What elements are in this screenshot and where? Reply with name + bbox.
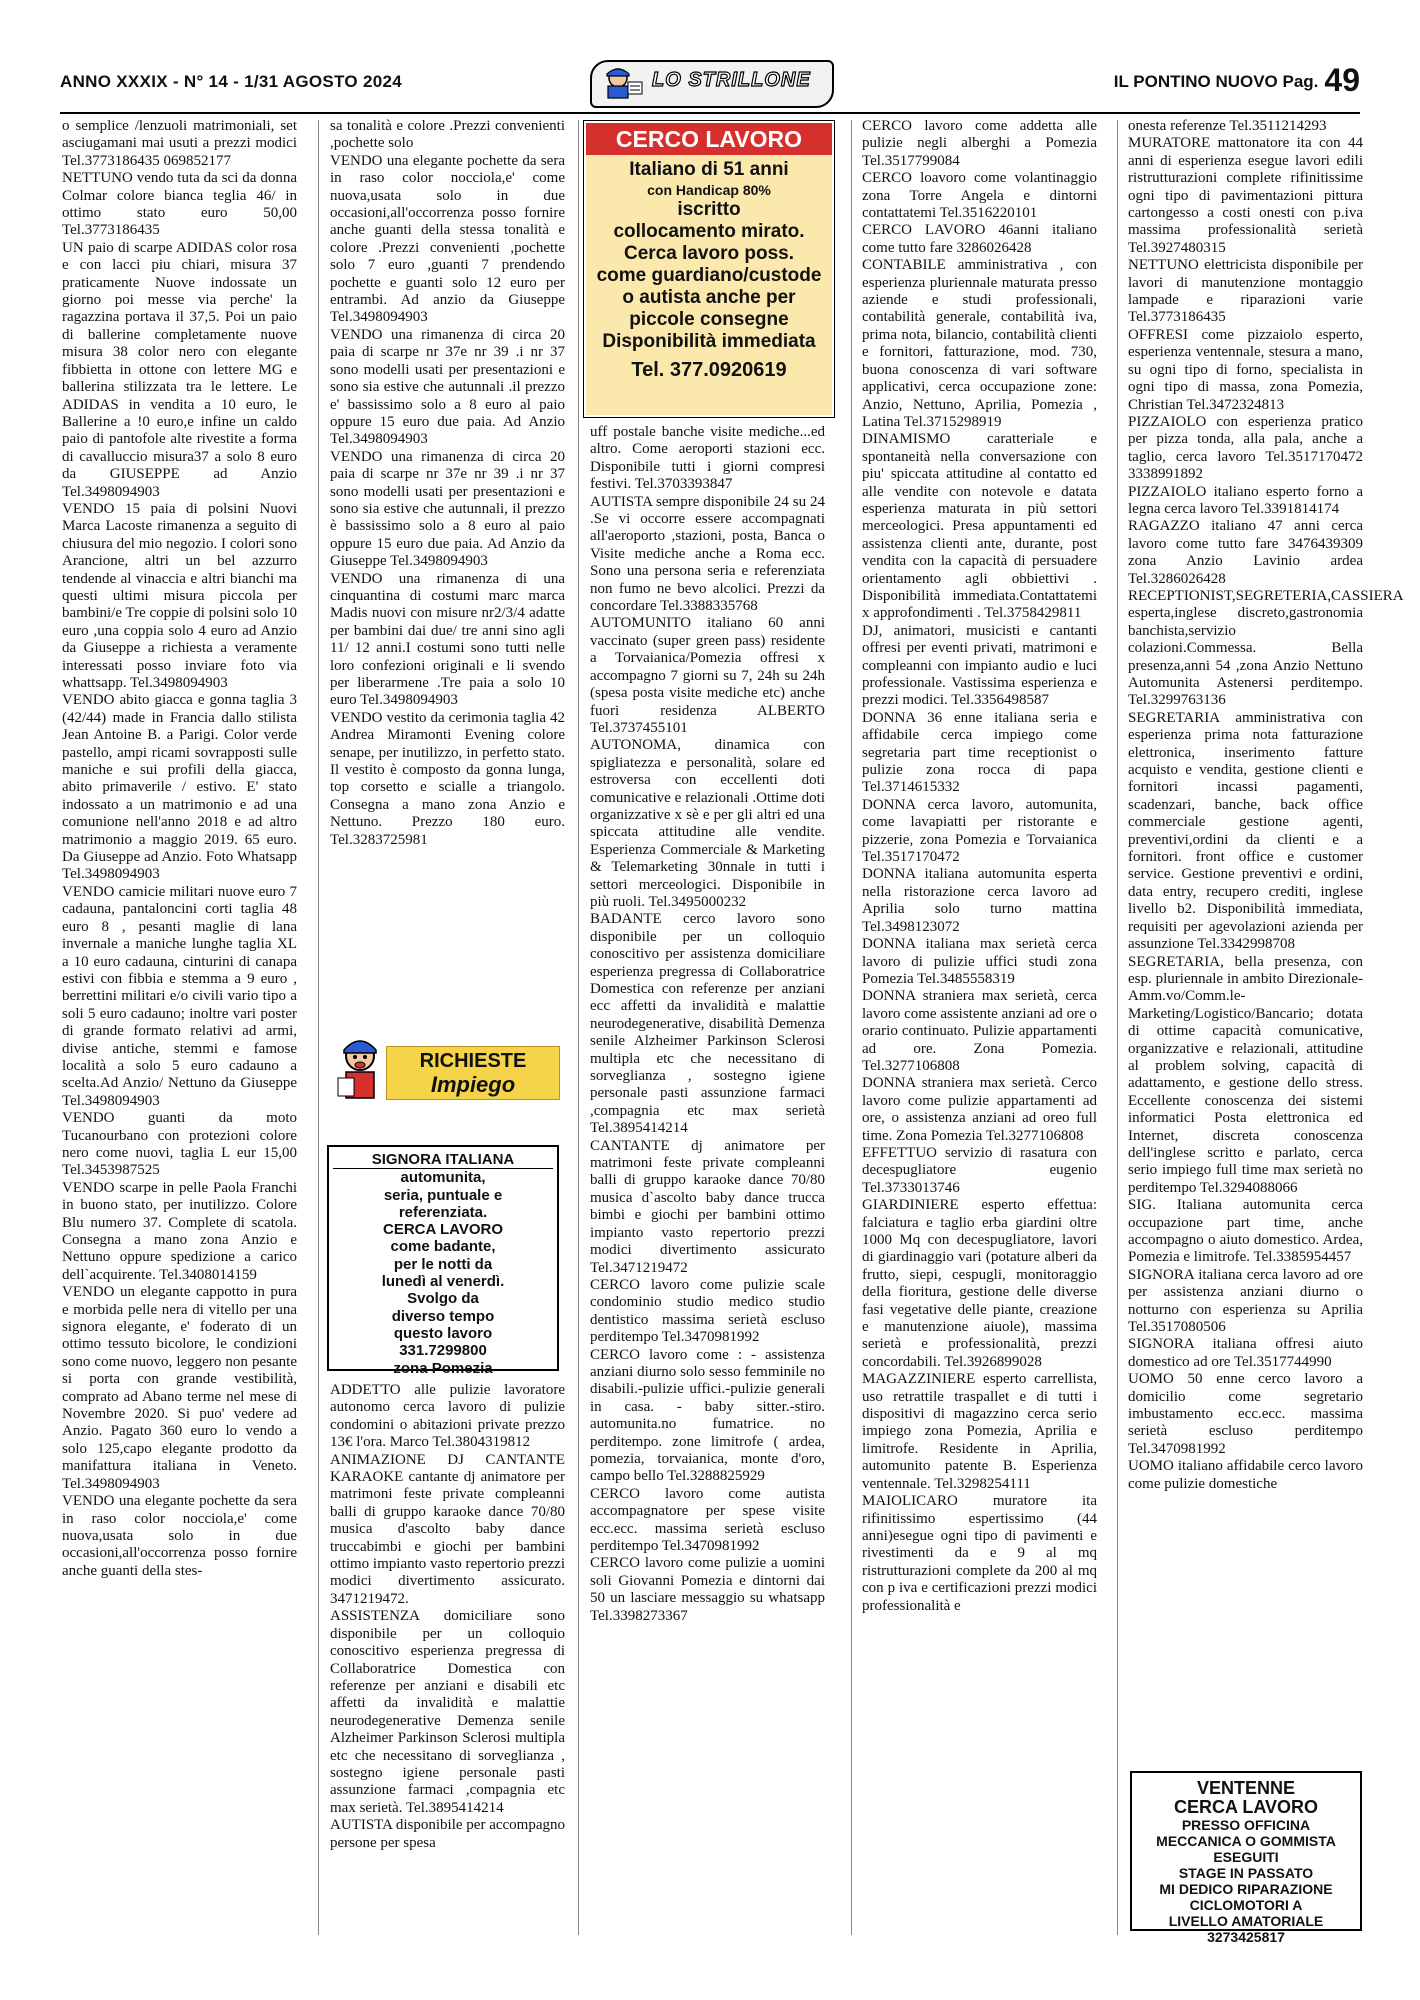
column-divider [578, 120, 579, 1935]
column-4 [862, 118, 1097, 1928]
classified-ad: PIZZAIOLO con esperienza pratico per pizza tonda, alla pala, anche a taglio, cerca lavoro Tel.3517170472 3338991892 [1128, 413, 1363, 483]
ad-box-body [333, 1168, 553, 1377]
impiego-title: Impiego [430, 1072, 516, 1097]
lo-strillone-logo [590, 60, 834, 108]
classified-ad: VENDO abito giacca e gonna taglia 3 (42/44) made in Francia dallo stilista Jean Antoine B. a Parigi. Color verde pastello, ampi ricami sovrapposti sulle maniche e sui profili della giacca, abito primaverile / estivo. E' stato indossato a un matrimonio e ad una comunione nell'anno 2018 e ad altro matrimonio a maggio 2019. 65 euro. Da Giuseppe ad Anzio. Foto Whatsapp Tel.3498094903 [62, 692, 297, 883]
classified-ad: DONNA cerca lavoro, automunita, come lavapiatti per ristorante e pizzerie, zona Pomezia e Torvaianica Tel.3517170472 [862, 796, 1097, 866]
classified-ad: VENDO 15 paia di polsini Nuovi Marca Lacoste rimanenza a seguito di chiusura del mio negozio. I colori sono Arancione, altri un bel azzurro tendende al vinaccia e altri bianchi ma questi ultimi misura piccola per bambini/e Tre coppie di polsini solo 10 euro ,una coppia solo 4 euro ad Anzio da Giuseppe a richiesta a veramente interessati posso inviare foto via whattsapp. Tel.3498094903 [62, 500, 297, 691]
paper-name [1114, 62, 1360, 99]
ad-line: come badante, [390, 1238, 496, 1256]
ad-line: lunedì al venerdì. [381, 1273, 505, 1291]
page-number: 49 [1324, 62, 1360, 98]
classified-ad: VENDO una rimanenza di circa 20 paia di scarpe nr 37e nr 39 .i nr 37 sono modelli usati per presentazioni e sono sia estive che autunnali, il prezzo è bassissimo solo a 8 euro al paio oppure 15 euro due paia. Ad Anzio da Giuseppe Tel.3498094903 [330, 448, 565, 570]
ad-line: come guardiano/custode [596, 265, 822, 286]
ad-line: questo lavoro [393, 1324, 493, 1342]
ad-line: con Handicap 80% [647, 182, 771, 198]
classified-ad: VENDO vestito da cerimonia taglia 42 Andrea Miramonti Evening colore senape, per inutilizzo, in perfetto stato. Il vestito è composto da gonna lunga, top corsetto e scialle a triangolo. Consegna a mano zona Anzio e Nettuno. Prezzo 180 euro. Tel.3283725981 [330, 709, 565, 848]
ad-line: MI DEDICO RIPARAZIONE [1159, 1881, 1333, 1897]
ad-line: o autista anche per [622, 287, 796, 308]
classified-ad: VENDO una rimanenza di circa 20 paia di scarpe nr 37e nr 39 .i nr 37 sono modelli usati per presentazioni e sono sia estive che autunnali .il prezzo e' bassissimo solo a 8 euro al paio oppure 15 euro due paia. Ad Anzio Tel.3498094903 [330, 326, 565, 448]
column-divider [851, 120, 852, 1935]
classified-ad: GIARDINIERE esperto effettua: falciatura e taglio erba giardini oltre 1000 Mq con decespugliatore, lavori di giardinaggio vari (potature alberi da frutto, siepi, cespugli, monitoraggio della fioritura, gestione delle diverse fasi vegetative delle piante, creazione e manutenzione aiuole), massima serietà e professionalità, prezzi concordabili. Tel.3926899028 [862, 1197, 1097, 1370]
ad-box-ventenne [1130, 1771, 1362, 1945]
column-2 [330, 118, 565, 1023]
column-divider [1117, 120, 1118, 1935]
ad-line: Disponibilità immediata [602, 331, 816, 352]
classified-ad: ASSISTENZA domiciliare sono disponibile per un colloquio conoscitivo esperienza pregressa di Collaboratrice Domestica con referenze per anziani e disabili etc affetti da invalidità e malattie neurodegenerative Demenza senile Alzheimer Parkinson Sclerosi multipla etc che necessitano di sorveglianza , sostegno igiene personale pasti assunzione farmaci ,compagnia etc max serietà. Tel.3895414214 [330, 1608, 565, 1816]
classified-ad: VENDO guanti da moto Tucanourbano con protezioni colore nero come nuovi, taglia L eur 15,00 Tel.3453987525 [62, 1110, 297, 1179]
classified-ad: ADDETTO alle pulizie lavoratore autonomo cerca lavoro di pulizie condomini o abitazioni private prezzo 13€ l'ora. Marco Tel.3804319812 [330, 1382, 565, 1451]
classified-ad: VENDO scarpe in pelle Paola Franchi in buono stato, per inutilizzo. Colore Blu numero 37. Complete di scatola. Consegna a mano zona Anzio e Nettuno oppure spedizione a carico dell`acquirente. Tel.3408014159 [62, 1179, 297, 1283]
classified-ad: CONTABILE amministrativa , con esperienza pluriennale maturata presso aziende e studi professionali, contabilità generale, contabilità iva, prima nota, bilancio, contabilità clienti e fornitori, fatturazione, mod. 730, buona conoscenza di vari software applicativi, cerca occupazione zone: Anzio, Nettuno, Aprilia, Pomezia , Latina Tel.3715298919 [862, 257, 1097, 430]
ad-line: MECCANICA O GOMMISTA [1156, 1833, 1336, 1849]
classified-ad: SIGNORA italiana cerca lavoro ad ore per assistenza anziani diurno o notturno con esperienza su Aprilia Tel.3517080506 [1128, 1266, 1363, 1336]
classified-ad: AUTISTA sempre disponibile 24 su 24 .Se vi occorre essere accompagnati all'aeroporto ,stazioni, posta, Banca o Visite mediche anche a Roma ecc. Sono una persona seria e referenziata non fumo ne bevo alcolici. Prezzi da concordare Tel.3388335768 [590, 493, 825, 615]
column-2-lower [330, 1382, 565, 1928]
classified-ad: CERCO lavoro come addetta alle pulizie negli alberghi a Pomezia Tel.3517799084 [862, 118, 1097, 169]
paper-title: IL PONTINO NUOVO Pag. [1113, 72, 1319, 91]
ad-line: piccole consegne [629, 309, 789, 330]
classified-ad: sa tonalità e colore .Prezzi convenienti ,pochette solo [330, 118, 565, 152]
ad-line: Italiano di 51 anni [629, 159, 789, 180]
ad-phone: 331.7299800 [399, 1342, 487, 1360]
classified-ad: ANIMAZIONE DJ CANTANTE KARAOKE cantante dj animatore per matrimoni feste private compleanni balli di gruppo karaoke dance 70/80 musica d'ascolto baby dance truccabimbi e giochi per bambini ottimo impianto vasto repertorio prezzi modici divertimento assicurato. 3471219472. [330, 1451, 565, 1607]
classified-ad: MURATORE mattonatore ita con 44 anni di esperienza esegue lavori edili ristrutturazioni complete rifinitissime ogni tipo di pavimentazioni pittura cartongesso a costi onesti con p.iva massima professionalità serietà Tel.3927480315 [1128, 135, 1363, 256]
classified-ad: CANTANTE dj animatore per matrimoni feste private compleanni balli di gruppo karaoke dance 70/80 musica d`ascolto baby dance trucca bimbi e giochi per bambini ottimo impianto vasto repertorio prezzi modici divertimento assicurato Tel.3471219472 [590, 1137, 825, 1276]
richieste-impiego-banner [334, 1036, 559, 1104]
ad-phone: Tel. 377.0920619 [631, 359, 787, 381]
classified-ad: MAGAZZINIERE esperto carrellista, uso retrattile traspallet e di tutti i dispositivi di magazzino cerca serio impiego zona Pomezia, Aprilia e limitrofe. Residente in Aprilia, automunito patente B. Esperienza ventennale. Tel.3298254111 [862, 1371, 1097, 1492]
classified-ad: DONNA italiana automunita esperta nella ristorazione cerca lavoro ad Aprilia solo turno mattina Tel.3498123072 [862, 866, 1097, 935]
classified-ad: DJ, animatori, musicisti e cantanti offresi per eventi privati, matrimoni e compleanni con impianto audio e luci professionale. Vastissima esperienza e prezzi modici. Tel.3356498587 [862, 622, 1097, 709]
column-5 [1128, 118, 1404, 1758]
ad-line: LIVELLO AMATORIALE [1168, 1913, 1324, 1929]
ad-line: CICLOMOTORI A [1189, 1897, 1303, 1913]
classified-ad: OFFRESI come pizzaiolo esperto, esperienza ventennale, stesura a mano, su ogni tipo di forno, specialista in ogni tipo di massa, zona Pomezia, Christian Tel.3472324813 [1128, 326, 1363, 413]
classified-ad: AUTONOMA, dinamica con spigliatezza e personalità, solare ed estroversa con eccellenti doti comunicative e relazionali .Ottime doti organizzative x sè e per gli altri ed una spiccata attitudine alle vendite. Esperienza Commerciale & Marketing & Telemarketing 30nnale in tutti i settori merceologici. Disponibile in più ruoli. Tel.3495000232 [590, 737, 825, 910]
column-divider [318, 120, 319, 1935]
ad-box-title: CERCA LAVORO [1174, 1797, 1318, 1817]
ad-line: Svolgo da [407, 1290, 479, 1308]
classified-ad: RAGAZZO italiano 47 anni cerca lavoro come tutto fare 3476439309 zona Anzio Lavinio ardea Tel.3286026428 [1128, 518, 1363, 587]
ad-line: referenziata. [398, 1203, 488, 1221]
classified-ad: EFFETTUO servizio di rasatura con decespugliatore eugenio Tel.3733013746 [862, 1144, 1097, 1196]
classified-ad: VENDO una elegante pochette da sera in raso color nocciola,e' come nuova,usata solo in due occasioni,all'occorrenza posso fornire anche guanti della stessa tonalità e colore .Prezzi convenienti ,pochette solo 7 euro ,guanti 7 prendendo pochette e guanti solo 12 euro per entrambi. Ad anzio da Giuseppe Tel.3498094903 [330, 152, 565, 326]
ad-box-cerco-lavoro [583, 120, 835, 418]
classified-ad: VENDO camicie militari nuove euro 7 cadauna, pantaloncini corti taglia 48 euro 8 , pesanti maglie di lana invernale a maniche lunghe taglia XL a 10 euro cadauna, cinturini di canapa estivi con fibbia e stemma a 9 euro , berrettini militari e/o civili vario tipo a soli 5 euro cadauno; inoltre vari poster di grande formato relativi ad armi, divise antiche, stemmi e famose località a solo 5 euro cadauno a scelta.Ad Anzio/ Nettuno da Giuseppe Tel.3498094903 [62, 883, 297, 1109]
ad-line: PRESSO OFFICINA [1181, 1817, 1311, 1833]
ad-line: zona Pomezia [393, 1359, 493, 1377]
ad-line: CERCA LAVORO [383, 1221, 503, 1239]
classified-ad: CERCO LAVORO 46anni italiano come tutto fare 3286026428 [862, 222, 1097, 256]
classified-ad: CERCO lavoro come pulizie a uomini soli Giovanni Pomezia e dintorni dai 50 un lasciare messaggio su whatsapp Tel.3398273367 [590, 1555, 825, 1624]
column-1 [62, 118, 297, 1928]
ad-line: diverso tempo [391, 1307, 495, 1325]
classified-ad: UOMO 50 enne cerco lavoro a domicilio come segretario imbustamento ecc.ecc. massima serietà escluso perditempo Tel.3470981992 [1128, 1371, 1363, 1457]
ad-box-banner: CERCO LAVORO [586, 123, 832, 155]
classified-ad: UN paio di scarpe ADIDAS color rosa e con lacci piu chiari, misura 37 praticamente Nuove indossate un giorno poi messe via perche' la ragazzina portava il 37,5. Poi un paio di ballerine completamente nuove misura 38 color nero con elegante fibbietta in ottone con lettere MG e ballerina stilizzata tra le lettere. Le ADIDAS in vendita a 10 euro, le Ballerine a !0 euro,e infine un caldo paio di pantofole alte rivestite a forma di cavalluccio misura37 a solo 8 euro da GIUSEPPE ad Anzio Tel.3498094903 [62, 239, 297, 500]
issue-info: ANNO XXXIX - N° 14 - 1/31 AGOSTO 2024 [60, 72, 402, 91]
classified-ad: CERCO lavoro come pulizie scale condominio studio medico studio dentistico massima serietà escluso perditempo Tel.3470981992 [590, 1276, 825, 1346]
ad-line: iscritto [677, 199, 741, 220]
ad-phone: 3273425817 [1207, 1929, 1285, 1945]
classified-ad: onesta referenze Tel.3511214293 [1128, 118, 1327, 134]
classified-ad: CERCO lavoro come : - assistenza anziani diurno solo sesso femminile no disabili.-pulizie uffici.-pulizie generali in casa. - baby sitter.-stiro. automunita.no fumatrice. no perditempo. zone limitrofe ( ardea, pomezia, torvaianica, monte d'oro, campo bello Tel.3288825929 [590, 1346, 825, 1485]
ad-line: collocamento mirato. [613, 221, 805, 242]
classified-ad: AUTOMUNITO italiano 60 anni vaccinato (super green pass) residente a Torvaianica/Pomezia offresi x accompagno 7 giorni su 7, 24h su 24h (spesa posta visite mediche etc) anche fuori residenza ALBERTO Tel.3737455101 [590, 615, 825, 736]
ad-box-body [586, 155, 832, 415]
classified-ad: DONNA straniera max serietà, cerca lavoro come assistente anziani ad ore o orario continuato. Pulizie appartamenti ad ore. Zona Pomezia. Tel.3277106808 [862, 988, 1097, 1074]
classified-ad: VENDO una rimanenza di una cinquantina di costumi marc marca Madis nuovi con misure nr2/3/4 adatte per bambini dai due/ tre anni sino agli 11/ 12 anni.I costumi sono tutti nelle loro confezioni originali e li svendo per liberarmene .Tre paia a solo 10 euro Tel.3498094903 [330, 570, 565, 709]
classified-ad: CERCO lavoro come autista accompagnatore per spese visite ecc.ecc. massima serietà escluso perditempo Tel.3470981992 [590, 1485, 825, 1554]
ad-line: STAGE IN PASSATO [1178, 1865, 1314, 1881]
classified-ad: uff postale banche visite mediche...ed altro. Come aeroporti stazioni ecc. Disponibile tutti i giorni compresi festivi. Tel.3703393847 [590, 424, 825, 493]
ad-line: automunita, [400, 1169, 486, 1187]
classified-ad: UOMO italiano affidabile cerco lavoro come pulizie domestiche [1128, 1458, 1363, 1492]
classified-ad: RECEPTIONIST,SEGRETERIA,CASSIERA esperta,inglese discreto,gastronomia banchista,servizio colazioni.Commessa. Bella presenza,anni 54 ,zona Anzio Nettuno Automunita Astenersi perditempo. Tel.3299763136 [1128, 587, 1404, 709]
page-header [60, 60, 1360, 112]
classified-ad: DINAMISMO caratteriale e spontaneità nella conversazione con piu' spiccata attitudine al contatto ed alle vendite con notevole e datata esperienza maturata in più settori merceologici. Presa appuntamenti ed assistenza clienti ante, durante, post vendita con la capacità di persuadere orientamento agli obbiettivi . Disponibilità immediata.Contattatemi x approfondimenti . Tel.3758429811 [862, 431, 1097, 622]
richieste-label [386, 1046, 560, 1100]
classified-ad: BADANTE cerco lavoro sono disponibile per un colloquio conoscitivo per assistenza domiciliare esperienza pregressa di Collaboratrice Domestica con referenze per anziani ecc affetti da invalidità e malattie neurodegenerative, disabilità Demenza senile Alzheimer Parkinson Sclerosi multipla etc che necessitano di sorveglianza , sostegno igiene personale pasti assunzione farmaci ,compagnia etc max serietà Tel.3895414214 [590, 911, 825, 1137]
classified-ad: AUTISTA disponibile per accompagno persone per spesa [330, 1817, 565, 1851]
classified-ad: PIZZAIOLO italiano esperto forno a legna cerca lavoro Tel.3391814174 [1128, 483, 1363, 517]
richieste-title: RICHIESTE [419, 1050, 527, 1072]
classified-ad: CERCO loavoro come volantinaggio zona Torre Angela e dintorni contattatemi Tel.3516220101 [862, 170, 1097, 222]
ad-box-signora [327, 1145, 559, 1377]
ad-line: Cerca lavoro poss. [623, 243, 795, 264]
classified-ad: MAIOLICARO muratore ita rifinitissimo espertissimo (44 anni)esegue ogni tipo di pavimenti e rivestimenti da e 9 al mq ristrutturazioni complete da 200 al mq con p iva e certificazioni prezzi modici professionalità e [862, 1493, 1097, 1614]
classified-ad: SEGRETARIA amministrativa con esperienza prima nota fatturazione elettronica, inserimento fatture acquisto e vendita, gestione clienti e fornitori incassi pagamenti, scadenzari, banche, back office commerciale gestione agenti, preventivi,ordini da clienti e a fornitori. front office e customer service. Gestione preventivi e ordini, data entry, recupero crediti, inglese livello b2. Disponibilità immediata, requisiti per agevolazioni azienda per assunzione Tel.3342998708 [1128, 709, 1363, 953]
classified-ad: VENDO una elegante pochette da sera in raso color nocciola,e' come nuova,usata solo in due occasioni,all'occorrenza posso fornire anche guanti della stes- [62, 1493, 297, 1579]
ad-line: per le notti da [393, 1255, 493, 1273]
header-rule [60, 112, 1360, 114]
ad-box-title: VENTENNE [1196, 1778, 1295, 1798]
classified-ad: o semplice /lenzuoli matrimoniali, set asciugamani mai usuti a prezzi modici Tel.3773186435 069852177 [62, 118, 297, 169]
logo-text: LO STRILLONE [652, 69, 811, 91]
ad-line: ESEGUITI [1213, 1849, 1279, 1865]
classified-ad: NETTUNO vendo tuta da sci da donna Colmar colore bianca teglia 46/ in ottimo stato euro 50,00 Tel.3773186435 [62, 170, 297, 239]
classified-ad: DONNA italiana max serietà cerca lavoro di pulizie uffici studi zona Pomezia Tel.3485558319 [862, 936, 1097, 987]
classified-ad: DONNA 36 enne italiana seria e affidabile cerca impiego come segretaria part time receptionist o pulizie zona rocca di papa Tel.3714615332 [862, 709, 1097, 796]
classified-ad: DONNA straniera max serietà. Cerco lavoro come pulizie appartamenti ad ore, o assistenza anziani ad oreo full time. Zona Pomezia Tel.3277106808 [862, 1075, 1097, 1144]
classified-ad: VENDO un elegante cappotto in pura e morbida pelle nera di vitello per una signora elegante, e' foderato di un ottimo tessuto bicolore, le condizioni sono come nuovo, leggero non pesante si porta con grande vestibilità, comprato ad Abano terme nel mese di Novembre 2020. Si puo' vedere ad Anzio. Pagato 360 euro lo vendo a solo 125,capo elegante prodotto da manifattura italiana in Veneto. Tel.3498094903 [62, 1284, 297, 1492]
classified-ad: SIGNORA italiana offresi aiuto domestico ad ore Tel.3517744990 [1128, 1336, 1363, 1370]
ad-line: seria, puntuale e [383, 1186, 503, 1204]
ad-box-title: SIGNORA ITALIANA [371, 1151, 515, 1168]
column-3 [590, 424, 825, 1930]
newsboy-mascot-icon [598, 66, 644, 100]
classified-ad: SIG. Italiana automunita cerca occupazione part time, anche accompagno o aiuto domestico. Ardea, Pomezia e limitrofe. Tel.3385954457 [1128, 1197, 1363, 1266]
classified-ad: SEGRETARIA, bella presenza, con esp. pluriennale in ambito Direzionale-Amm.vo/Comm.le-Marketing/Logistico/Bancario; dotata di ottime capacità comunicative, organizzative e relazionali, attitudine al problem solving, capacità di adattamento, e gestione dello stress. Eccellente conoscenza dei sistemi informatici Posta elettronica ed Internet, discreta conoscenza dell'inglese scritto e parlato, cerca serio impiego full time max serietà no perditempo Tel.3294088066 [1128, 953, 1363, 1196]
classified-ad: NETTUNO elettricista disponibile per lavori di manutenzione montaggio lampade e riparazioni varie Tel.3773186435 [1128, 257, 1363, 326]
